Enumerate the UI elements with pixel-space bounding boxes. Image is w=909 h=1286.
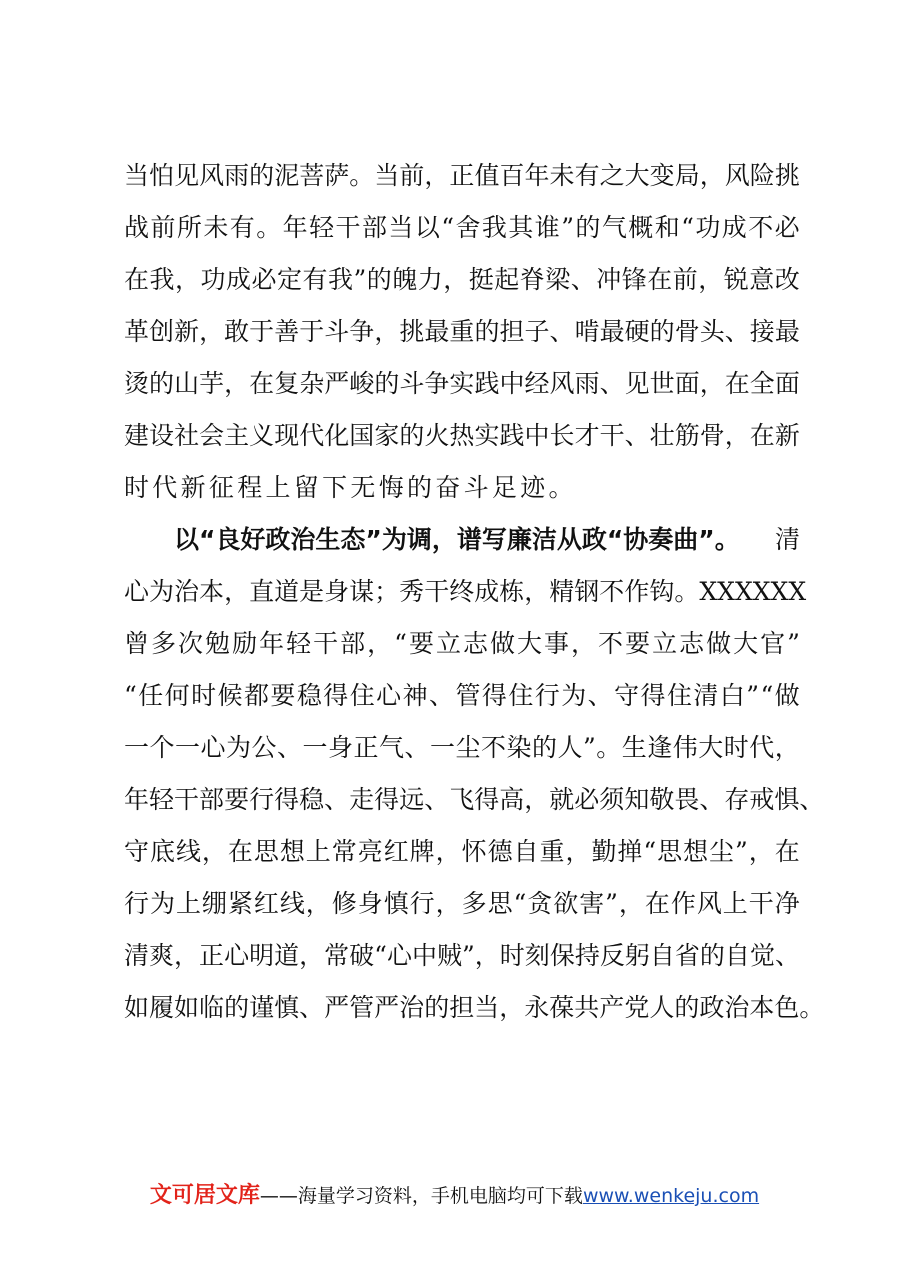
section-heading: 以“良好政治生态”为调，谱写廉洁从政“协奏曲”。 xyxy=(174,525,740,554)
paragraph-line: 建 设 社 会 主 义 现 代 化 国 家 的 火 热 实 践 中 长 才 干 、 壮 筋 骨 ， 在 新 xyxy=(124,421,800,450)
paragraph-line: 年 轻 干 部 要 行 得 稳 、 走 得 远 、 飞 得 高 ， 就 必 须 知 敬 畏 、 存 戒 惧 、 xyxy=(124,785,825,814)
paragraph-line: 守 底 线 ， 在 思 想 上 常 亮 红 牌 ， 怀 德 自 重 ， 勤 掸 “ 思 想 尘 ” ， 在 xyxy=(124,837,800,866)
footer-tagline: ——海量学习资料，手机电脑均可下载 xyxy=(259,1185,583,1207)
paragraph-line: 一 个 一 心 为 公 、 一 身 正 气 、 一 尘 不 染 的 人 ” 。 生 逢 伟 大 时 代 ， xyxy=(124,733,800,762)
paragraph-line: 战 前 所 未 有 。 年 轻 干 部 当 以 “ 舍 我 其 谁 ” 的 气 概 和 “ 功 成 不 必 xyxy=(124,213,800,242)
document-body xyxy=(124,150,825,1034)
heading-tail-text: 清 xyxy=(774,525,800,554)
footer-banner xyxy=(0,1181,909,1211)
paragraph-line: 如 履 如 临 的 谨 慎 、 严 管 严 治 的 担 当 ， 永 葆 共 产 党 人 的 政 治 本 色 。 xyxy=(124,993,825,1022)
paragraph-line: 心 为 治 本 ， 直 道 是 身 谋 ； 秀 干 终 成 栋 ， 精 钢 不 作 钩 。 XXXXXX xyxy=(124,577,807,606)
paragraph-line: 烫 的 山 芋 ， 在 复 杂 严 峻 的 斗 争 实 践 中 经 风 雨 、 见 世 面 ， 在 全 面 xyxy=(124,369,800,398)
paragraph-line: 时代新征程上留下无悔的奋斗足迹。 xyxy=(124,473,577,502)
paragraph-line: 在 我 ， 功 成 必 定 有 我 ” 的 魄 力 ， 挺 起 脊 梁 、 冲 锋 在 前 ， 锐 意 改 xyxy=(124,265,800,294)
brand-name: 文可居文库 xyxy=(149,1183,260,1208)
paragraph-line: 曾 多 次 勉 励 年 轻 干 部 ， “ 要 立 志 做 大 事 ， 不 要 立 志 做 大 官 ” xyxy=(124,629,800,658)
paragraph-line: 行 为 上 绷 紧 红 线 ， 修 身 慎 行 ， 多 思 “ 贪 欲 害 ” ， 在 作 风 上 干 净 xyxy=(124,889,800,918)
paragraph-line: “ 任 何 时 候 都 要 稳 得 住 心 神 、 管 得 住 行 为 、 守 得 住 清 白 ” “ 做 xyxy=(124,681,800,710)
paragraph-line: 革 创 新 ， 敢 于 善 于 斗 争 ， 挑 最 重 的 担 子 、 啃 最 硬 的 骨 头 、 接 最 xyxy=(124,317,800,346)
paragraph-line: 当 怕 见 风 雨 的 泥 菩 萨 。 当 前 ， 正 值 百 年 未 有 之 大 变 局 ， 风 险 挑 xyxy=(124,161,800,190)
website-link[interactable]: www.wenkeju.com xyxy=(582,1185,760,1207)
paragraph-heading-line xyxy=(124,514,800,566)
paragraph-line: 清 爽 ， 正 心 明 道 ， 常 破 “ 心 中 贼 ” ， 时 刻 保 持 反 躬 自 省 的 自 觉 、 xyxy=(124,941,800,970)
